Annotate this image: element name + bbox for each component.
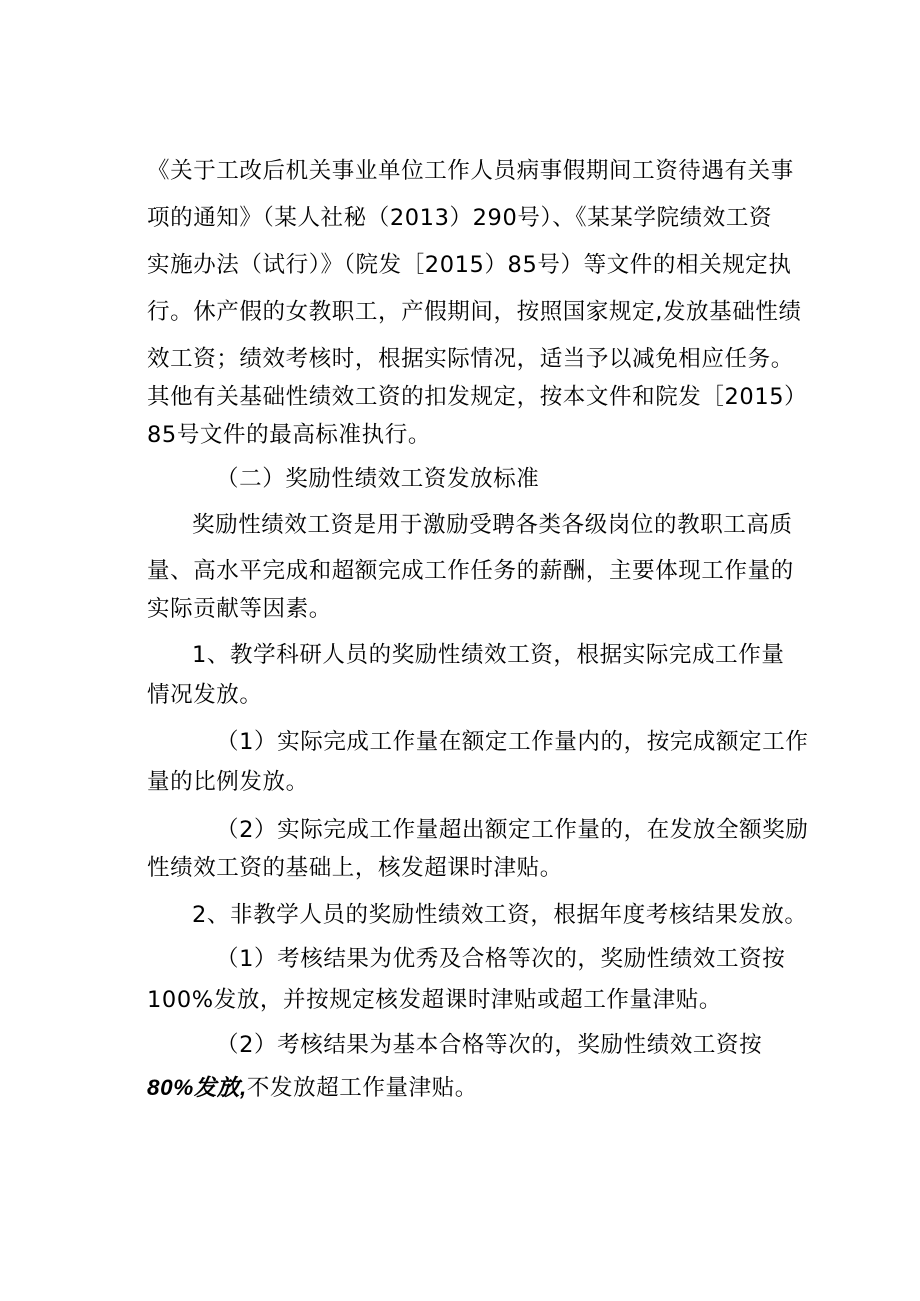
- sub-list-item-line: （1）考核结果为优秀及合格等次的，奖励性绩效工资按: [216, 946, 786, 972]
- italic-text: 80%发放,: [147, 1075, 247, 1100]
- paragraph-line: 85号文件的最高标准执行。: [147, 422, 431, 448]
- section-heading: （二）奖励性绩效工资发放标准: [216, 466, 540, 492]
- sub-list-item-line: （2）考核结果为基本合格等次的，奖励性绩效工资按: [216, 1032, 763, 1058]
- paragraph-line: 实施办法（试行）》（院发［2015）85号）等文件的相关规定执: [147, 252, 792, 278]
- paragraph-line: 量的比例发放。: [147, 769, 309, 795]
- paragraph-line: 性绩效工资的基础上，核发超课时津贴。: [147, 855, 563, 881]
- paragraph-line: 效工资；绩效考核时，根据实际情况，适当予以减免相应任务。: [147, 346, 794, 372]
- paragraph-line: 其他有关基础性绩效工资的扣发规定，按本文件和院发［2015）: [147, 384, 808, 410]
- list-item-line: 2、非教学人员的奖励性绩效工资，根据年度考核结果发放。: [192, 902, 808, 928]
- sub-list-item-line: （2）实际完成工作量超出额定工作量的，在发放全额奖励: [216, 817, 809, 843]
- paragraph-line: 项的通知》（某人社秘（2013）290号）、《某某学院绩效工资: [147, 205, 773, 231]
- paragraph-line: 100%发放，并按规定核发超课时津贴或超工作量津贴。: [147, 987, 722, 1013]
- paragraph-line: 情况发放。: [147, 682, 263, 708]
- paragraph-line: [147, 1073, 478, 1103]
- list-item-line: 1、教学科研人员的奖励性绩效工资，根据实际完成工作量: [192, 642, 785, 668]
- paragraph-line: 《关于工改后机关事业单位工作人员病事假期间工资待遇有关事: [147, 158, 794, 184]
- paragraph-line: 奖励性绩效工资是用于激励受聘各类各级岗位的教职工高质: [192, 512, 793, 538]
- paragraph-line: 行。休产假的女教职工，产假期间，按照国家规定,发放基础性绩: [147, 299, 802, 325]
- paragraph-line: 量、高水平完成和超额完成工作任务的薪酬，主要体现工作量的: [147, 558, 794, 584]
- paragraph-text: 不发放超工作量津贴。: [246, 1075, 478, 1101]
- paragraph-line: 实际贡献等因素。: [147, 596, 332, 622]
- sub-list-item-line: （1）实际完成工作量在额定工作量内的，按完成额定工作: [216, 729, 809, 755]
